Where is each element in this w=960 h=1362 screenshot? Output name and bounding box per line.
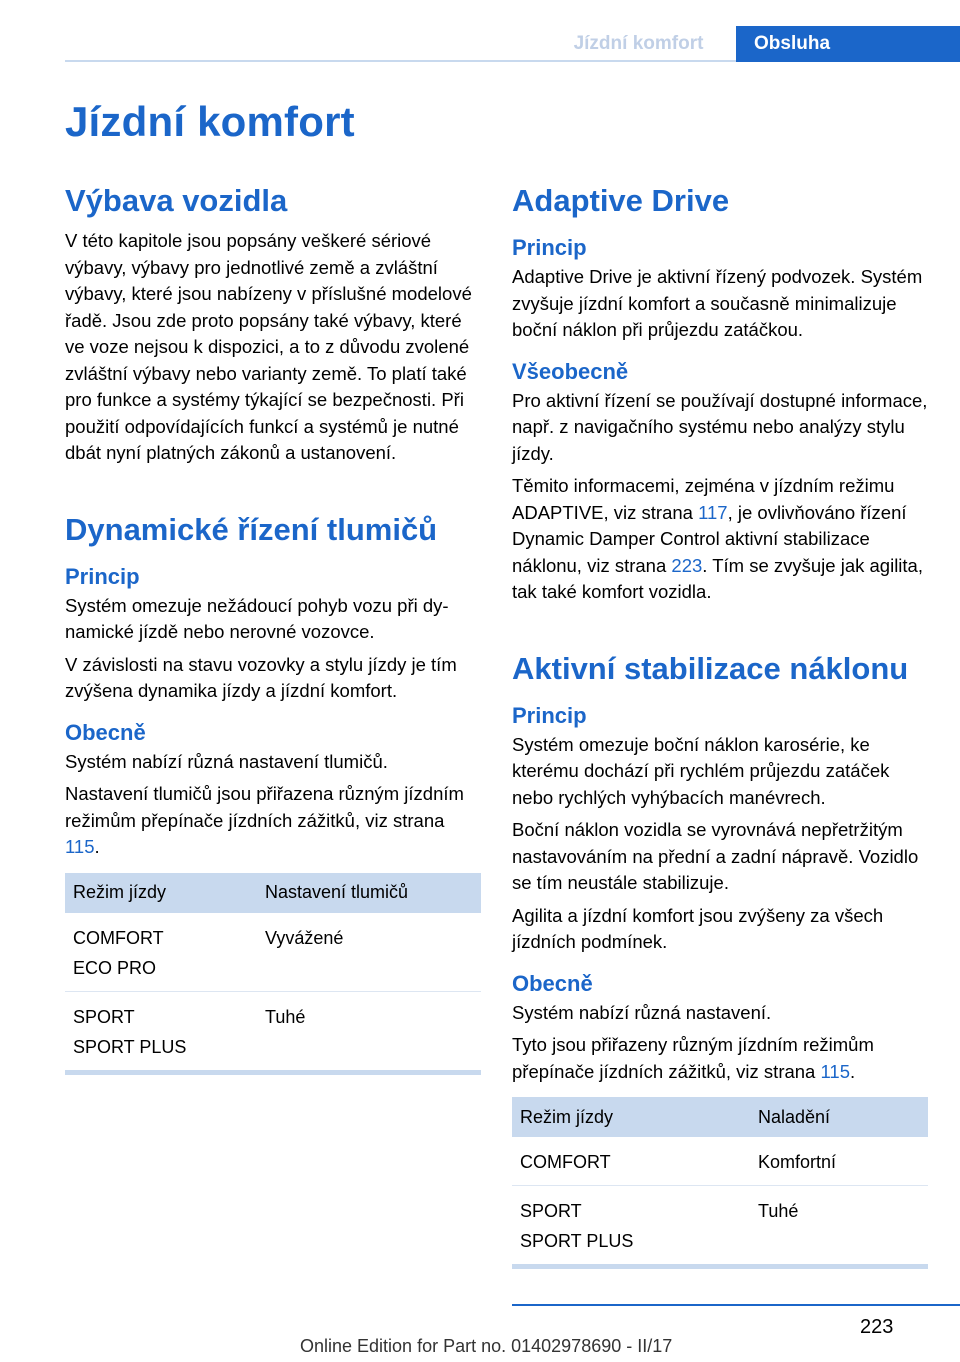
page-link-117[interactable]: 117	[698, 501, 728, 523]
paragraph: Agilita a jízdní komfort jsou zvýšeny za všech jízdních podmínek.	[512, 904, 884, 952]
subheading-obecne: Obecně	[512, 970, 593, 996]
damper-settings-table	[65, 873, 481, 1075]
mode-label: ECO PRO	[73, 957, 157, 978]
mode-label: SPORT	[73, 1006, 135, 1027]
mode-label: SPORT PLUS	[520, 1231, 634, 1251]
paragraph-text: Tyto jsou přiřazeny různým jízdním režimům přepínače jízdních zážitků, viz strana	[512, 1034, 874, 1082]
paragraph-text: . Tím se zvyšuje jak agilita, tak také komfort vozidla.	[512, 554, 923, 602]
paragraph-end: .	[849, 1060, 856, 1082]
subheading-princip: Princip	[512, 235, 587, 260]
table-header-cell: Nastavení tlumičů	[257, 873, 481, 913]
table-header-cell: Režim jízdy	[65, 873, 257, 913]
paragraph-end: .	[94, 836, 100, 857]
section-title-stabilizace: Aktivní stabilizace náklonu	[512, 650, 909, 686]
table-cell-mode	[512, 1186, 750, 1267]
subheading-obecne: Obecně	[65, 719, 146, 745]
paragraph: Systém nabízí různá nastavení tlumičů.	[65, 750, 388, 772]
section-title-vybava: Výbava vozidla	[65, 183, 288, 218]
table-row	[65, 913, 481, 992]
paragraph-text: Nastavení tlumičů jsou přiřazena různým jízdním režimům přepínače jízdních zážitků, viz strana	[65, 783, 464, 831]
mode-label: SPORT PLUS	[73, 1036, 187, 1057]
section-title-adaptive: Adaptive Drive	[512, 183, 730, 218]
footer-rule	[512, 1304, 960, 1306]
paragraph-text: , je ovlivňováno řízení Dynamic Damper Control aktivní stabilizace náklonu, viz strana	[512, 501, 907, 576]
table-row	[512, 1137, 928, 1186]
footer-edition: Online Edition for Part no. 01402978690 - II/17	[300, 1336, 673, 1356]
paragraph: Systém omezuje boční náklon karosérie, ke kterému dochází při rychlém průjezdu zatáček nebo rychlých vyhýbacích manévrech.	[512, 733, 890, 808]
paragraph-text: Těmito informacemi, zejména v jízdním režimu ADAPTIVE, viz strana	[512, 475, 895, 523]
paragraph: V závislosti na stavu vozovky a stylu jízdy je tím zvýšena dynamika jízdy a jízdní komfort.	[65, 653, 457, 701]
left-column	[65, 182, 481, 1075]
paragraph	[512, 473, 928, 606]
table-row	[65, 991, 481, 1072]
subheading-princip: Princip	[65, 563, 140, 589]
table-cell-mode	[65, 991, 257, 1072]
paragraph: Adaptive Drive je aktivní řízený podvozek. Systém zvyšuje jízdní komfort a současně minimalizuje boční náklon při průjezdu zatáčkou.	[512, 266, 923, 340]
table-cell-value: Tuhé	[750, 1186, 928, 1267]
mode-label: SPORT	[520, 1201, 582, 1221]
page-number: 223	[860, 1316, 894, 1338]
table-header-row	[512, 1097, 928, 1137]
subheading-vseobecne: Všeobecně	[512, 358, 629, 384]
paragraph: Boční náklon vozidla se vyrovnává nepřetržitým nastavováním na přední a zadní nápravě. Vozidlo se tím neustále stabilizuje.	[512, 819, 919, 893]
header-chapter-tab: Obsluha	[736, 26, 960, 62]
paragraph: Systém omezuje nežádoucí pohyb vozu při dynamické jízdě nebo nerovné vozovce.	[65, 594, 449, 642]
paragraph: Systém nabízí různá nastavení.	[512, 1001, 772, 1023]
right-column	[512, 182, 928, 1269]
paragraph	[512, 1032, 928, 1085]
page-link-223[interactable]: 223	[671, 554, 703, 576]
header-section-label: Jízdní komfort	[573, 33, 704, 54]
table-cell-mode: COMFORT	[512, 1137, 750, 1186]
table-cell-value: Tuhé	[257, 991, 481, 1072]
paragraph: Pro aktivní řízení se používají dostupné informace, např. z navigačního systému nebo analýzy stylu jízdy.	[512, 389, 928, 464]
table-cell-value: Komfortní	[750, 1137, 928, 1186]
table-header-cell: Režim jízdy	[512, 1097, 750, 1137]
table-header-row	[65, 873, 481, 913]
page-title: Jízdní komfort	[65, 98, 355, 145]
page-link-115[interactable]: 115	[65, 836, 95, 857]
section-title-tlumice: Dynamické řízení tlumičů	[65, 511, 438, 547]
page-link-115[interactable]: 115	[820, 1060, 850, 1082]
table-header-cell: Naladění	[750, 1097, 928, 1137]
table-cell-value: Vyvážené	[257, 913, 481, 992]
table-cell-mode	[65, 913, 257, 992]
paragraph	[65, 781, 481, 861]
stabilization-settings-table	[512, 1097, 928, 1269]
table-row	[512, 1186, 928, 1267]
paragraph-vybava: V této kapitole jsou popsány veškeré sériové výbavy, výbavy pro jednotlivé země a zvláštní výbavy, které jsou nabízeny v příslušné modelové řadě. Jsou zde proto popsány také výbavy, které ve voze nejsou k dispozici, a to z důvodu zvolené zvláštní výbavy nebo varianty země. To platí také pro funkce a systémy týkající se bezpečnosti. Při použití odpovídajících funkcí a systémů je nutné dbát nyní platných zákonů a ustanovení.	[65, 230, 472, 463]
mode-label: COMFORT	[73, 927, 164, 948]
subheading-princip: Princip	[512, 702, 587, 728]
